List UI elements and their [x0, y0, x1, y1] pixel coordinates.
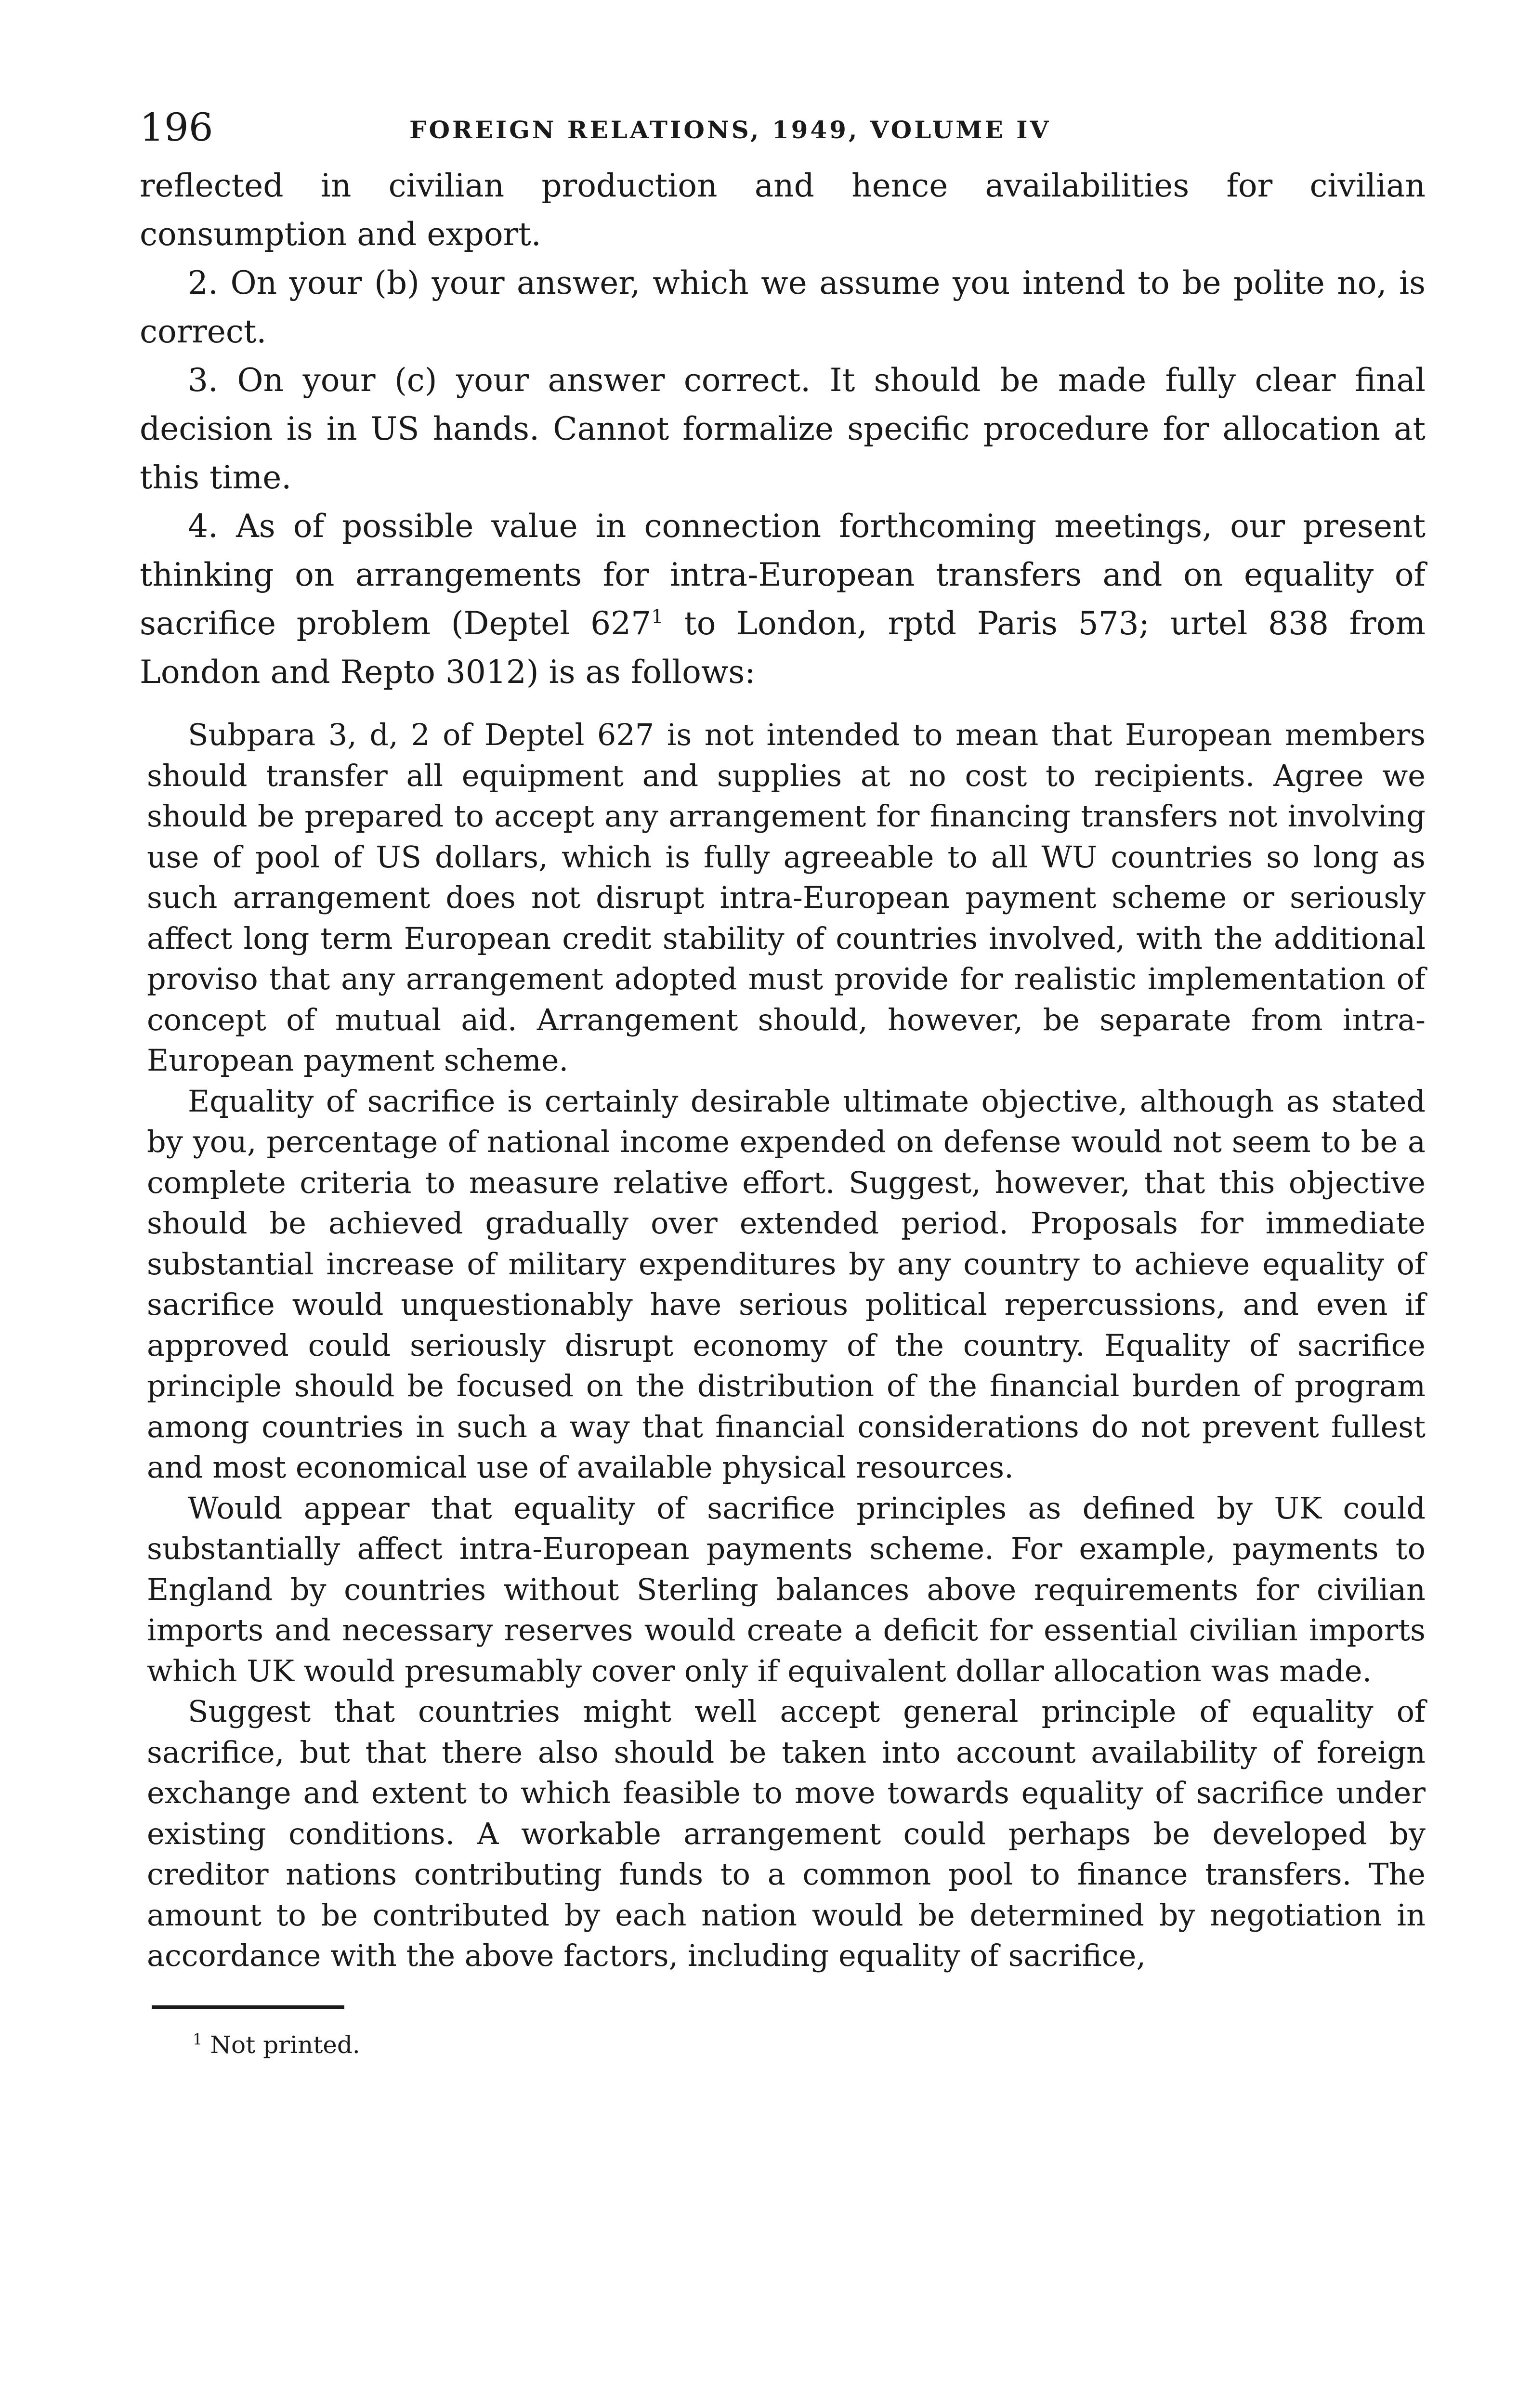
footnote — [193, 2029, 1426, 2059]
paragraph-item-3: 3. On your (c) your answer correct. It should be made fully clear final decision is in US hands. Cannot formalize specific procedure for allocation at this time. — [140, 362, 1426, 496]
footnote-text: Not printed. — [210, 2030, 360, 2059]
paragraph-item-2: 2. On your (b) your answer, which we assume you intend to be polite no, is correct. — [140, 264, 1426, 350]
footnote-divider — [152, 2005, 344, 2009]
running-head-title: FOREIGN RELATIONS, 1949, VOLUME IV — [409, 116, 1051, 144]
quote-paragraph-2: Equality of sacrifice is certainly desirable ultimate objective, although as stated by you, percentage of national income expended on defense would not seem to be a complete criteria to measure relative effort. Suggest, however, that this objective should be achieved gradually over extended period. Proposals for immediate substantial increase of military expenditures by any country to achieve equality of sacrifice would unquestionably have serious political repercussions, and even if approved could seriously disrupt economy of the country. Equality of sacrifice principle should be focused on the distribution of the financial burden of program among countries in such a way that financial considerations do not prevent fullest and most economical use of available physical resources. — [147, 1083, 1426, 1485]
footnote-reference: 1 — [651, 606, 664, 628]
running-head — [140, 104, 1426, 161]
page-number: 196 — [140, 105, 213, 150]
quote-paragraph-1: Subpara 3, d, 2 of Deptel 627 is not intended to mean that European members should transfer all equipment and supplies at no cost to recipients. Agree we should be prepared to accept any arrangement for financing transfers not involving use of pool of US dollars, which is fully agreeable to all WU countries so long as such arrangement does not disrupt intra-European payment scheme or seriously affect long term European credit stability of countries involved, with the additional proviso that any arrangement adopted must provide for realistic implementation of concept of mutual aid. Arrangement should, however, be separate from intra-European payment scheme. — [147, 717, 1426, 1078]
paragraph-item-4-text-a: 4. As of possible value in connection forthcoming meetings, our present thinking on arrangements for intra-European transfers and on equality of sacrifice problem (Deptel 627 — [140, 508, 1426, 642]
quote-paragraph-4: Suggest that countries might well accept general principle of equality of sacrifice, but that there also should be taken into account availability of foreign exchange and extent to which feasible to move towards equality of sacrifice under existing conditions. A workable arrangement could perhaps be developed by creditor nations contributing funds to a common pool to finance transfers. The amount to be contributed by each nation would be determined by negotiation in accordance with the above factors, including equality of sacrifice, — [147, 1694, 1426, 1973]
body-text — [140, 161, 1426, 696]
document-page — [140, 104, 1426, 2057]
paragraph-continuation: reflected in civilian production and hence availabilities for civilian consumption and export. — [140, 167, 1426, 253]
quoted-instructions — [140, 715, 1426, 1976]
quote-paragraph-3: Would appear that equality of sacrifice principles as defined by UK could substantially affect intra-European payments scheme. For example, payments to England by countries without Sterling balances above requirements for civilian imports and necessary reserves would create a deficit for essential civilian imports which UK would presumably cover only if equivalent dollar allocation was made. — [147, 1490, 1426, 1688]
paragraph-item-4-text-b: to London, rptd Paris 573; urtel 838 from London and Repto 3012) is as follows: — [140, 605, 1426, 691]
paragraph-item-4 — [140, 502, 1426, 696]
footnote-marker: 1 — [193, 2029, 203, 2048]
